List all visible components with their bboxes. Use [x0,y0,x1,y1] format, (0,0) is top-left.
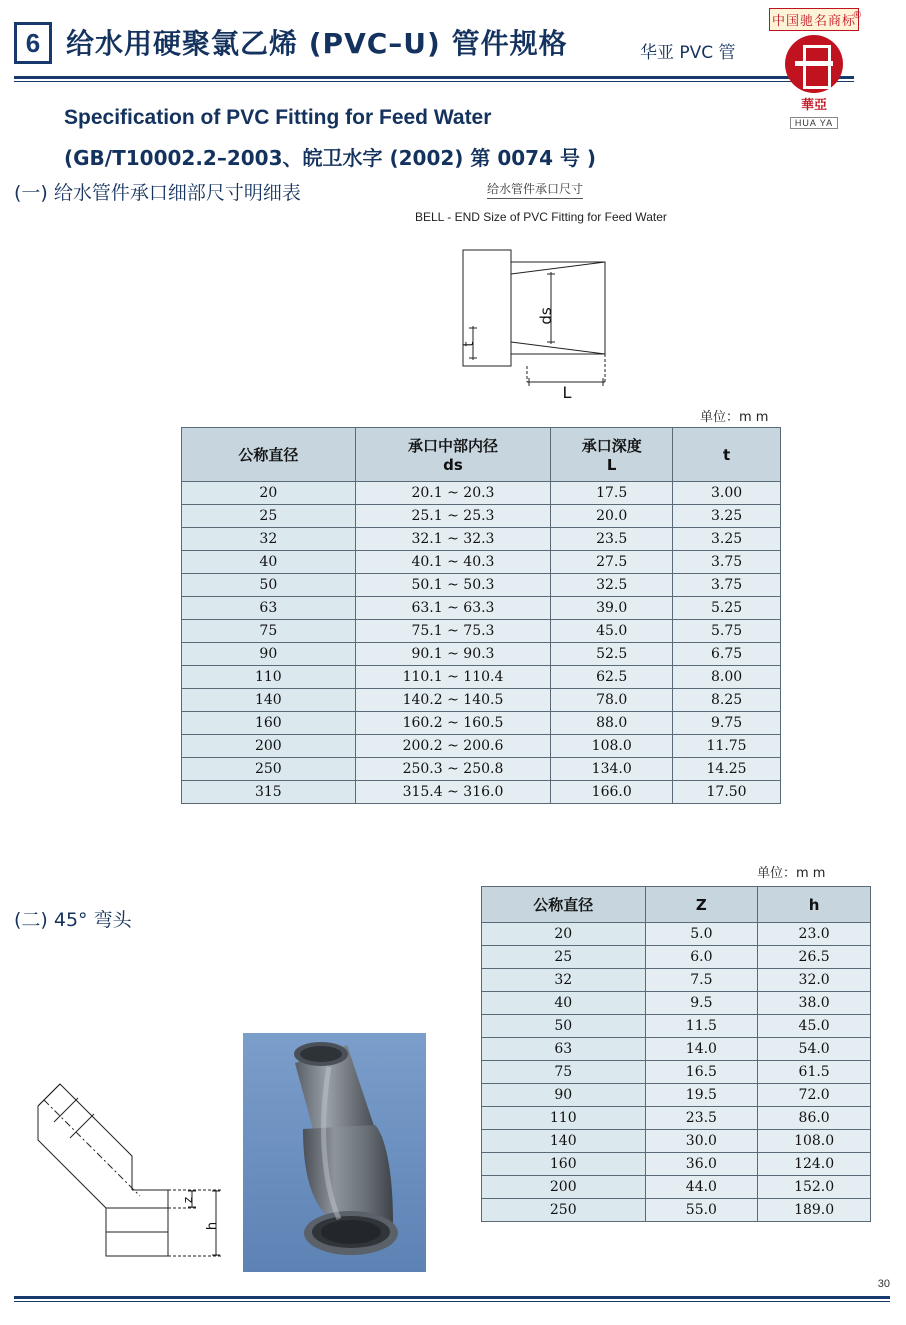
table-1-container [181,427,781,804]
figure-2-elbow-drawing [20,1070,240,1270]
table-row [182,758,781,781]
table-cell: 110 [182,666,356,689]
table-cell: 134.0 [551,758,673,781]
table-row [182,712,781,735]
table-cell: 72.0 [758,1084,871,1107]
table-cell: 9.75 [673,712,781,735]
logo-name-en: HUA YA [790,117,838,129]
unit-label-2: 单位：m m [757,866,826,881]
svg-text:ds: ds [537,307,555,325]
table-row [182,482,781,505]
table-cell: 6.0 [645,946,758,969]
table-cell: 63 [482,1038,646,1061]
header-divider-thin [14,81,854,82]
table-row [482,1176,871,1199]
table-row [182,551,781,574]
table-cell: 50.1 ~ 50.3 [355,574,551,597]
table-cell: 250.3 ~ 250.8 [355,758,551,781]
table-cell: 8.00 [673,666,781,689]
table-cell: 160.2 ~ 160.5 [355,712,551,735]
table-cell: 8.25 [673,689,781,712]
table-cell: 3.75 [673,551,781,574]
table-cell: 90 [482,1084,646,1107]
section-2-title: (二) 45° 弯头 [14,909,132,931]
table-cell: 50 [182,574,356,597]
table-cell: 86.0 [758,1107,871,1130]
spec-title-en: Specification of PVC Fitting for Feed Water [64,106,492,129]
table-cell: 5.75 [673,620,781,643]
table-cell: 25.1 ~ 25.3 [355,505,551,528]
page-number-box: 6 [14,22,52,64]
table-row [182,735,781,758]
table-cell: 140 [182,689,356,712]
unit-label-1: 单位：m m [700,410,769,425]
table-cell: 3.25 [673,528,781,551]
table-cell: 17.5 [551,482,673,505]
table-row [182,781,781,804]
table-cell: 14.0 [645,1038,758,1061]
table-cell: 32 [182,528,356,551]
table-row [482,1107,871,1130]
table-cell: 108.0 [758,1130,871,1153]
table-cell: 55.0 [645,1199,758,1222]
svg-text:t: t [462,341,477,347]
table-cell: 315.4 ~ 316.0 [355,781,551,804]
table-row [182,620,781,643]
table-cell: 30.0 [645,1130,758,1153]
table-cell: 152.0 [758,1176,871,1199]
table-cell: 200 [482,1176,646,1199]
bell-end-size-table [181,427,781,804]
table-cell: 26.5 [758,946,871,969]
table-cell: 189.0 [758,1199,871,1222]
table-cell: 32 [482,969,646,992]
table-column-header: 公称直径 [482,887,646,923]
company-logo [754,8,874,126]
table-cell: 7.5 [645,969,758,992]
table-column-header: h [758,887,871,923]
table-row [482,969,871,992]
table-cell: 36.0 [645,1153,758,1176]
table-cell: 45.0 [551,620,673,643]
table-cell: 20 [482,923,646,946]
table-cell: 6.75 [673,643,781,666]
table-cell: 23.5 [551,528,673,551]
table-column-header: Z [645,887,758,923]
table-column-header: 公称直径 [182,428,356,482]
logo-mark-icon [785,35,843,93]
logo-top-text: 中国驰名商标 [769,8,859,31]
table-2-container [481,886,871,1222]
table-cell: 54.0 [758,1038,871,1061]
table-cell: 16.5 [645,1061,758,1084]
table-cell: 23.0 [758,923,871,946]
table-column-header: 承口中部内径 ds [355,428,551,482]
table-cell: 62.5 [551,666,673,689]
table-cell: 25 [482,946,646,969]
table-cell: 78.0 [551,689,673,712]
table-cell: 40 [482,992,646,1015]
table-cell: 3.25 [673,505,781,528]
table-cell: 124.0 [758,1153,871,1176]
elbow-45-photo [243,1033,426,1272]
table-cell: 3.75 [673,574,781,597]
section-1-title: (一) 给水管件承口细部尺寸明细表 [14,182,301,204]
table-row [482,1130,871,1153]
figure-1-caption-en: BELL - END Size of PVC Fitting for Feed Water [415,210,667,224]
table-header-row [482,887,871,923]
registered-mark-icon: ® [853,10,861,21]
table-column-header: 承口深度 L [551,428,673,482]
table-cell: 160 [482,1153,646,1176]
logo-name-cn: 華亞 [800,98,827,113]
table-row [482,1038,871,1061]
table-cell: 200 [182,735,356,758]
table-cell: 140.2 ~ 140.5 [355,689,551,712]
figure-1-bell-end-drawing [455,232,715,402]
table-row [482,1015,871,1038]
table-cell: 20.1 ~ 20.3 [355,482,551,505]
table-cell: 63.1 ~ 63.3 [355,597,551,620]
table-cell: 140 [482,1130,646,1153]
table-cell: 110.1 ~ 110.4 [355,666,551,689]
svg-text:z: z [181,1196,195,1204]
table-cell: 315 [182,781,356,804]
table-cell: 75 [182,620,356,643]
footer-page-number: 30 [877,1278,890,1290]
table-cell: 38.0 [758,992,871,1015]
table-cell: 75 [482,1061,646,1084]
table-row [182,597,781,620]
table-row [182,528,781,551]
table-cell: 11.75 [673,735,781,758]
table-cell: 250 [182,758,356,781]
table-row [482,1084,871,1107]
table-row [182,505,781,528]
table-cell: 40.1 ~ 40.3 [355,551,551,574]
elbow-45-dimension-table [481,886,871,1222]
table-row [482,946,871,969]
brand-label: 华亚 PVC 管 [640,43,736,63]
table-cell: 32.1 ~ 32.3 [355,528,551,551]
table-cell: 166.0 [551,781,673,804]
svg-text:L: L [562,383,572,402]
header-divider [14,76,854,79]
table-cell: 61.5 [758,1061,871,1084]
table-cell: 88.0 [551,712,673,735]
table-cell: 5.0 [645,923,758,946]
table-cell: 110 [482,1107,646,1130]
table-row [482,1153,871,1176]
table-cell: 17.50 [673,781,781,804]
table-cell: 5.25 [673,597,781,620]
table-cell: 32.5 [551,574,673,597]
table-row [182,689,781,712]
table-cell: 160 [182,712,356,735]
table-header-row [182,428,781,482]
table-cell: 40 [182,551,356,574]
page-title: 给水用硬聚氯乙烯 (PVC–U) 管件规格 [66,27,568,60]
table-row [482,992,871,1015]
table-cell: 20 [182,482,356,505]
table-cell: 108.0 [551,735,673,758]
table-cell: 45.0 [758,1015,871,1038]
table-cell: 11.5 [645,1015,758,1038]
table-cell: 25 [182,505,356,528]
standard-reference: (GB/T10002.2–2003、皖卫水字 (2002) 第 0074 号 ) [64,146,597,170]
table-cell: 19.5 [645,1084,758,1107]
table-cell: 63 [182,597,356,620]
table-cell: 50 [482,1015,646,1038]
svg-text:h: h [205,1221,220,1231]
table-cell: 23.5 [645,1107,758,1130]
table-cell: 39.0 [551,597,673,620]
table-row [182,666,781,689]
figure-1-caption-cn: 给水管件承口尺寸 [487,182,584,196]
table-row [482,1061,871,1084]
table-column-header: t [673,428,781,482]
table-cell: 3.00 [673,482,781,505]
footer-divider-thin [14,1301,890,1302]
footer-divider [14,1296,890,1299]
table-cell: 75.1 ~ 75.3 [355,620,551,643]
table-cell: 20.0 [551,505,673,528]
table-row [482,1199,871,1222]
table-cell: 52.5 [551,643,673,666]
table-cell: 90 [182,643,356,666]
table-row [482,923,871,946]
table-cell: 200.2 ~ 200.6 [355,735,551,758]
table-row [182,574,781,597]
table-cell: 14.25 [673,758,781,781]
table-cell: 9.5 [645,992,758,1015]
table-cell: 27.5 [551,551,673,574]
table-cell: 44.0 [645,1176,758,1199]
table-row [182,643,781,666]
table-cell: 90.1 ~ 90.3 [355,643,551,666]
table-cell: 32.0 [758,969,871,992]
table-cell: 250 [482,1199,646,1222]
